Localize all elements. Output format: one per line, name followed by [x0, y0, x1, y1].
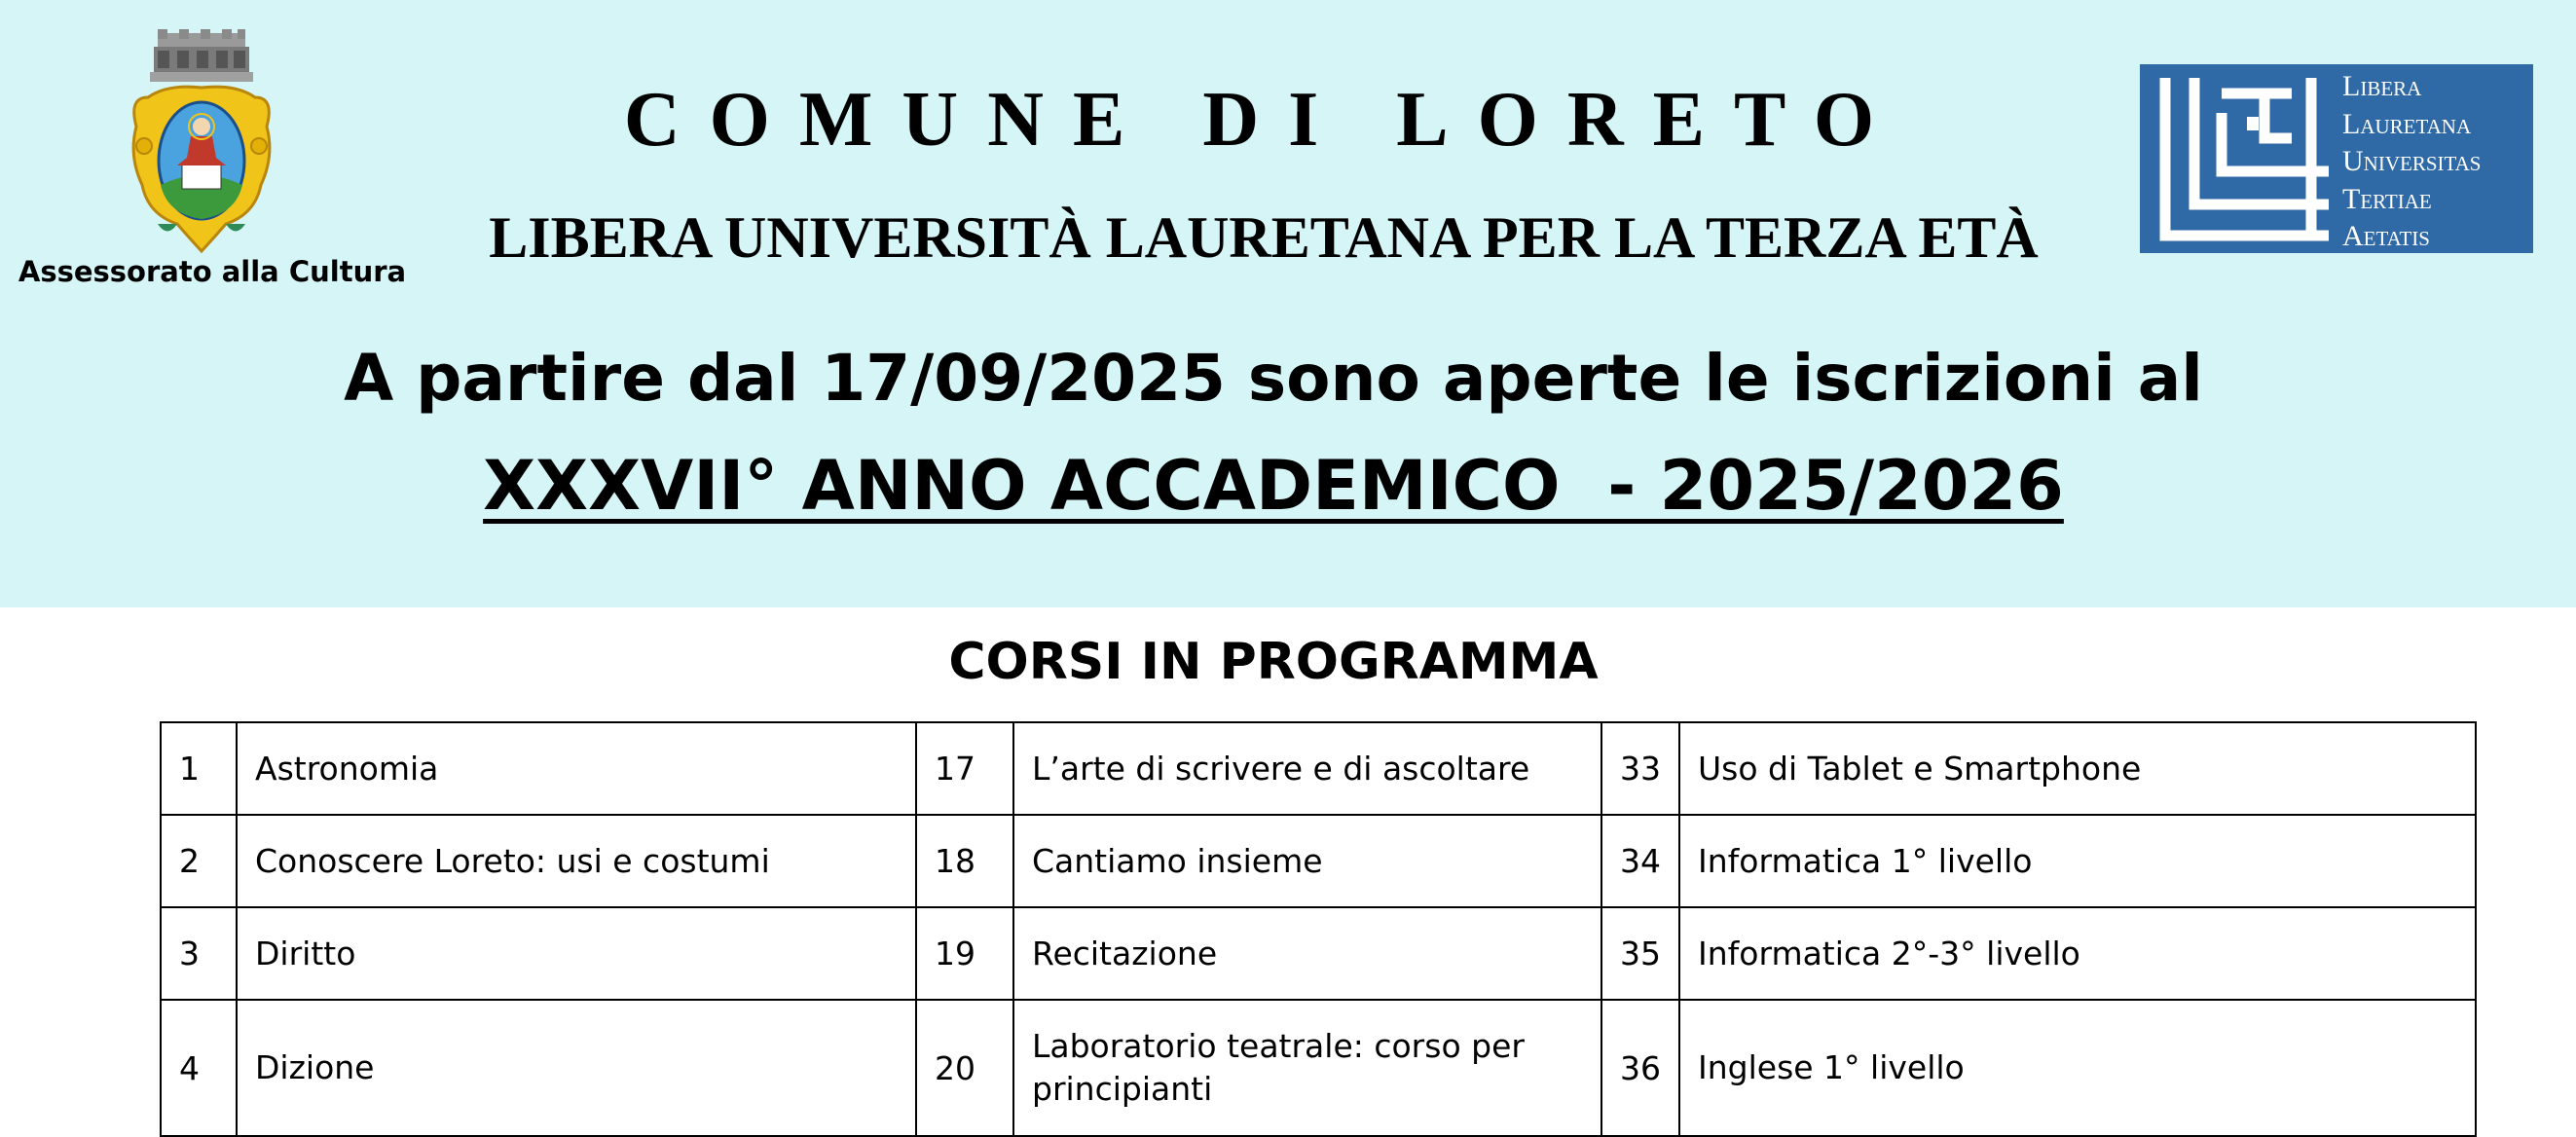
table-row	[161, 815, 2476, 907]
university-title-text: LIBERA UNIVERSITÀ LAURETANA PER LA TERZA ETÀ	[489, 205, 2039, 270]
course-number: 3	[161, 907, 237, 1000]
course-name: Cantiamo insieme	[1013, 815, 1601, 907]
course-number: 19	[916, 907, 1013, 1000]
course-name: Dizione	[237, 1000, 916, 1136]
course-name: Informatica 2°-3° livello	[1679, 907, 2476, 1000]
course-number: 1	[161, 722, 237, 815]
logo-line: Aetatis	[2342, 220, 2430, 252]
course-number: 17	[916, 722, 1013, 815]
logo-wordmark	[2342, 68, 2482, 256]
logo-line: Lauretana	[2342, 107, 2472, 140]
ltl-monogram-icon	[2155, 74, 2331, 243]
course-name: Informatica 1° livello	[1679, 815, 2476, 907]
course-name: Astronomia	[237, 722, 916, 815]
announcement-line-1-text: A partire dal 17/09/2025 sono aperte le iscrizioni al	[344, 341, 2203, 416]
logo-line: Universitas	[2342, 145, 2482, 177]
course-name: Conoscere Loreto: usi e costumi	[237, 815, 916, 907]
municipality-title-text: COMUNE DI LORETO	[623, 77, 1904, 163]
academic-year-title: XXXVII° ANNO ACCADEMICO - 2025/2026	[483, 446, 2064, 526]
table-row	[161, 722, 2476, 815]
courses-table-body	[161, 722, 2476, 1136]
course-name: Laboratorio teatrale: corso per principianti	[1013, 1000, 1601, 1136]
course-name: Uso di Tablet e Smartphone	[1679, 722, 2476, 815]
courses-heading	[0, 633, 2576, 691]
logo-line: Libera	[2342, 70, 2422, 102]
university-logo	[2140, 64, 2533, 253]
logo-line: Tertiae	[2342, 182, 2432, 215]
course-number: 35	[1601, 907, 1679, 1000]
courses-heading-text: CORSI IN PROGRAMMA	[948, 633, 1599, 691]
course-number: 34	[1601, 815, 1679, 907]
crest-caption: Assessorato alla Cultura	[18, 255, 407, 288]
table-row	[161, 907, 2476, 1000]
announcement-line-1	[0, 341, 2576, 416]
announcement-line-2	[0, 446, 2576, 526]
course-name: Diritto	[237, 907, 916, 1000]
course-number: 20	[916, 1000, 1013, 1136]
course-number: 2	[161, 815, 237, 907]
course-name: L’arte di scrivere e di ascoltare	[1013, 722, 1601, 815]
course-name: Inglese 1° livello	[1679, 1000, 2476, 1136]
courses-table	[160, 721, 2477, 1137]
course-number: 36	[1601, 1000, 1679, 1136]
course-name: Recitazione	[1013, 907, 1601, 1000]
table-row	[161, 1000, 2476, 1136]
course-number: 4	[161, 1000, 237, 1136]
course-number: 33	[1601, 722, 1679, 815]
course-number: 18	[916, 815, 1013, 907]
